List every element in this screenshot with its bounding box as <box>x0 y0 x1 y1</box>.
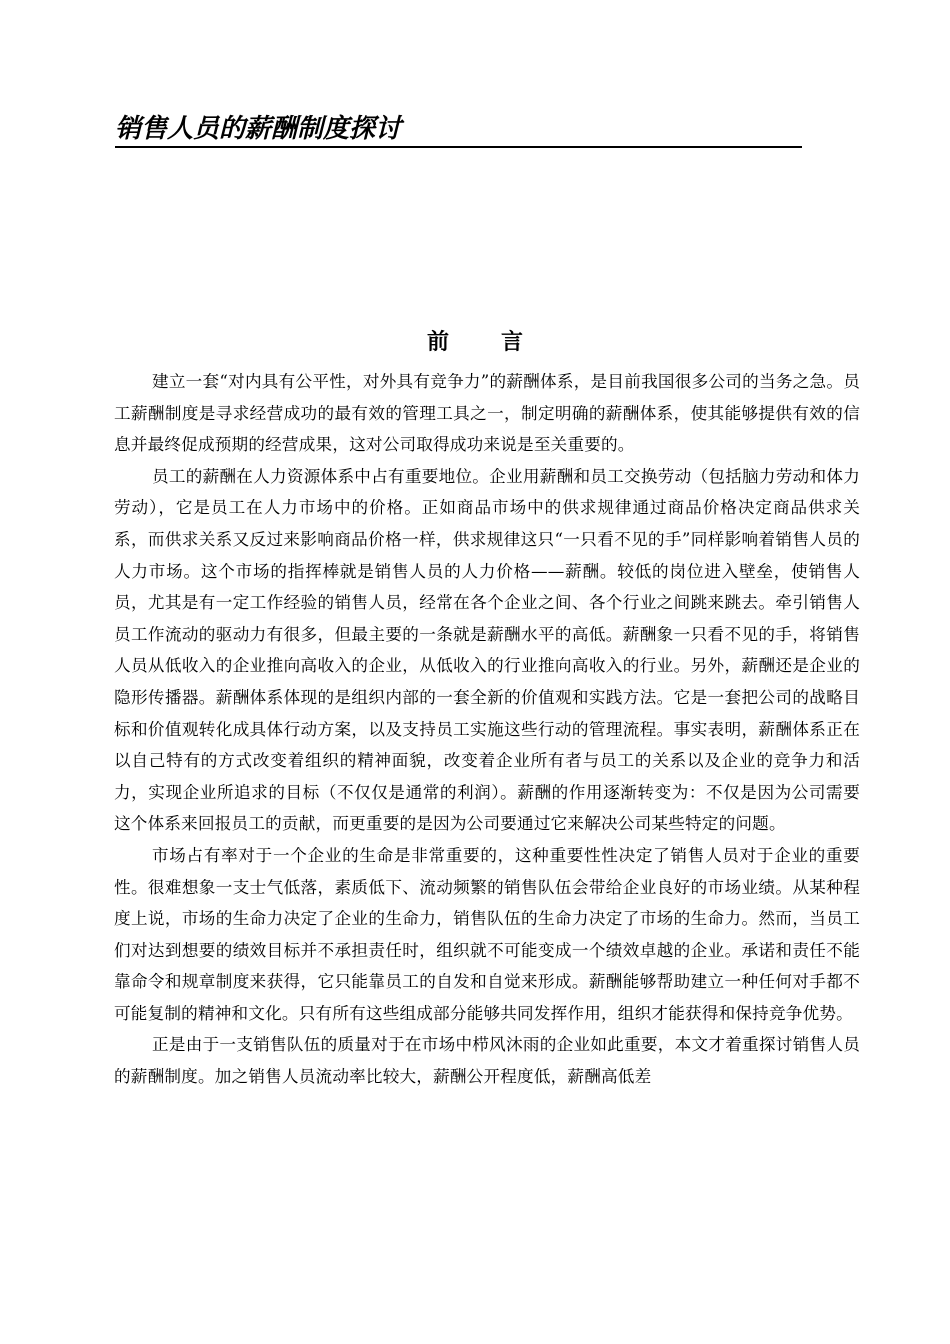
paragraph: 建立一套“对内具有公平性，对外具有竞争力”的薪酬体系，是目前我国很多公司的当务之急。员工薪酬制度是寻求经营成功的最有效的管理工具之一，制定明确的薪酬体系，使其能够提供有效的信息并最终促成预期的经营成果，这对公司取得成功来说是至关重要的。 <box>114 372 860 455</box>
section-heading: 前言 <box>426 329 575 355</box>
document-title-bar <box>115 112 802 148</box>
paragraph: 正是由于一支销售队伍的质量对于在市场中栉风沐雨的企业如此重要，本文才着重探讨销售人员的薪酬制度。加之销售人员流动率比较大，薪酬公开程度低，薪酬高低差 <box>114 1035 860 1087</box>
document-body <box>114 366 860 1093</box>
paragraph: 员工的薪酬在人力资源体系中占有重要地位。企业用薪酬和员工交换劳动（包括脑力劳动和体力劳动），它是员工在人力市场中的价格。正如商品市场中的供求规律通过商品价格决定商品供求关系，而供求关系又反过来影响商品价格一样，供求规律这只“一只看不见的手”同样影响着销售人员的人力市场。这个市场的指挥棒就是销售人员的人力价格——薪酬。较低的岗位进入壁垒，使销售人员，尤其是有一定工作经验的销售人员，经常在各个企业之间、各个行业之间跳来跳去。牵引销售人员工作流动的驱动力有很多，但最主要的一条就是薪酬水平的高低。薪酬象一只看不见的手，将销售人员从低收入的企业推向高收入的企业，从低收入的行业推向高收入的行业。另外，薪酬还是企业的隐形传播器。薪酬体系体现的是组织内部的一套全新的价值观和实践方法。它是一套把公司的战略目标和价值观转化成具体行动方案，以及支持员工实施这些行动的管理流程。事实表明，薪酬体系正在以自己特有的方式改变着组织的精神面貌，改变着企业所有者与员工的关系以及企业的竞争力和活力，实现企业所追求的目标（不仅仅是通常的利润）。薪酬的作用逐渐转变为：不仅是因为公司需要这个体系来回报员工的贡献，而更重要的是因为公司要通过它来解决公司某些特定的问题。 <box>114 466 860 834</box>
paragraph: 市场占有率对于一个企业的生命是非常重要的，这种重要性性决定了销售人员对于企业的重要性。很难想象一支士气低落，素质低下、流动频繁的销售队伍会带给企业良好的市场业绩。从某种程度上说，市场的生命力决定了企业的生命力，销售队伍的生命力决定了市场的生命力。然而，当员工们对达到想要的绩效目标并不承担责任时，组织就不可能变成一个绩效卓越的企业。承诺和责任不能靠命令和规章制度来获得，它只能靠员工的自发和自觉来形成。薪酬能够帮助建立一种任何对手都不可能复制的精神和文化。只有所有这些组成部分能够共同发挥作用，组织才能获得和保持竞争优势。 <box>114 845 860 1023</box>
document-title: 销售人员的薪酬制度探讨 <box>115 114 402 144</box>
